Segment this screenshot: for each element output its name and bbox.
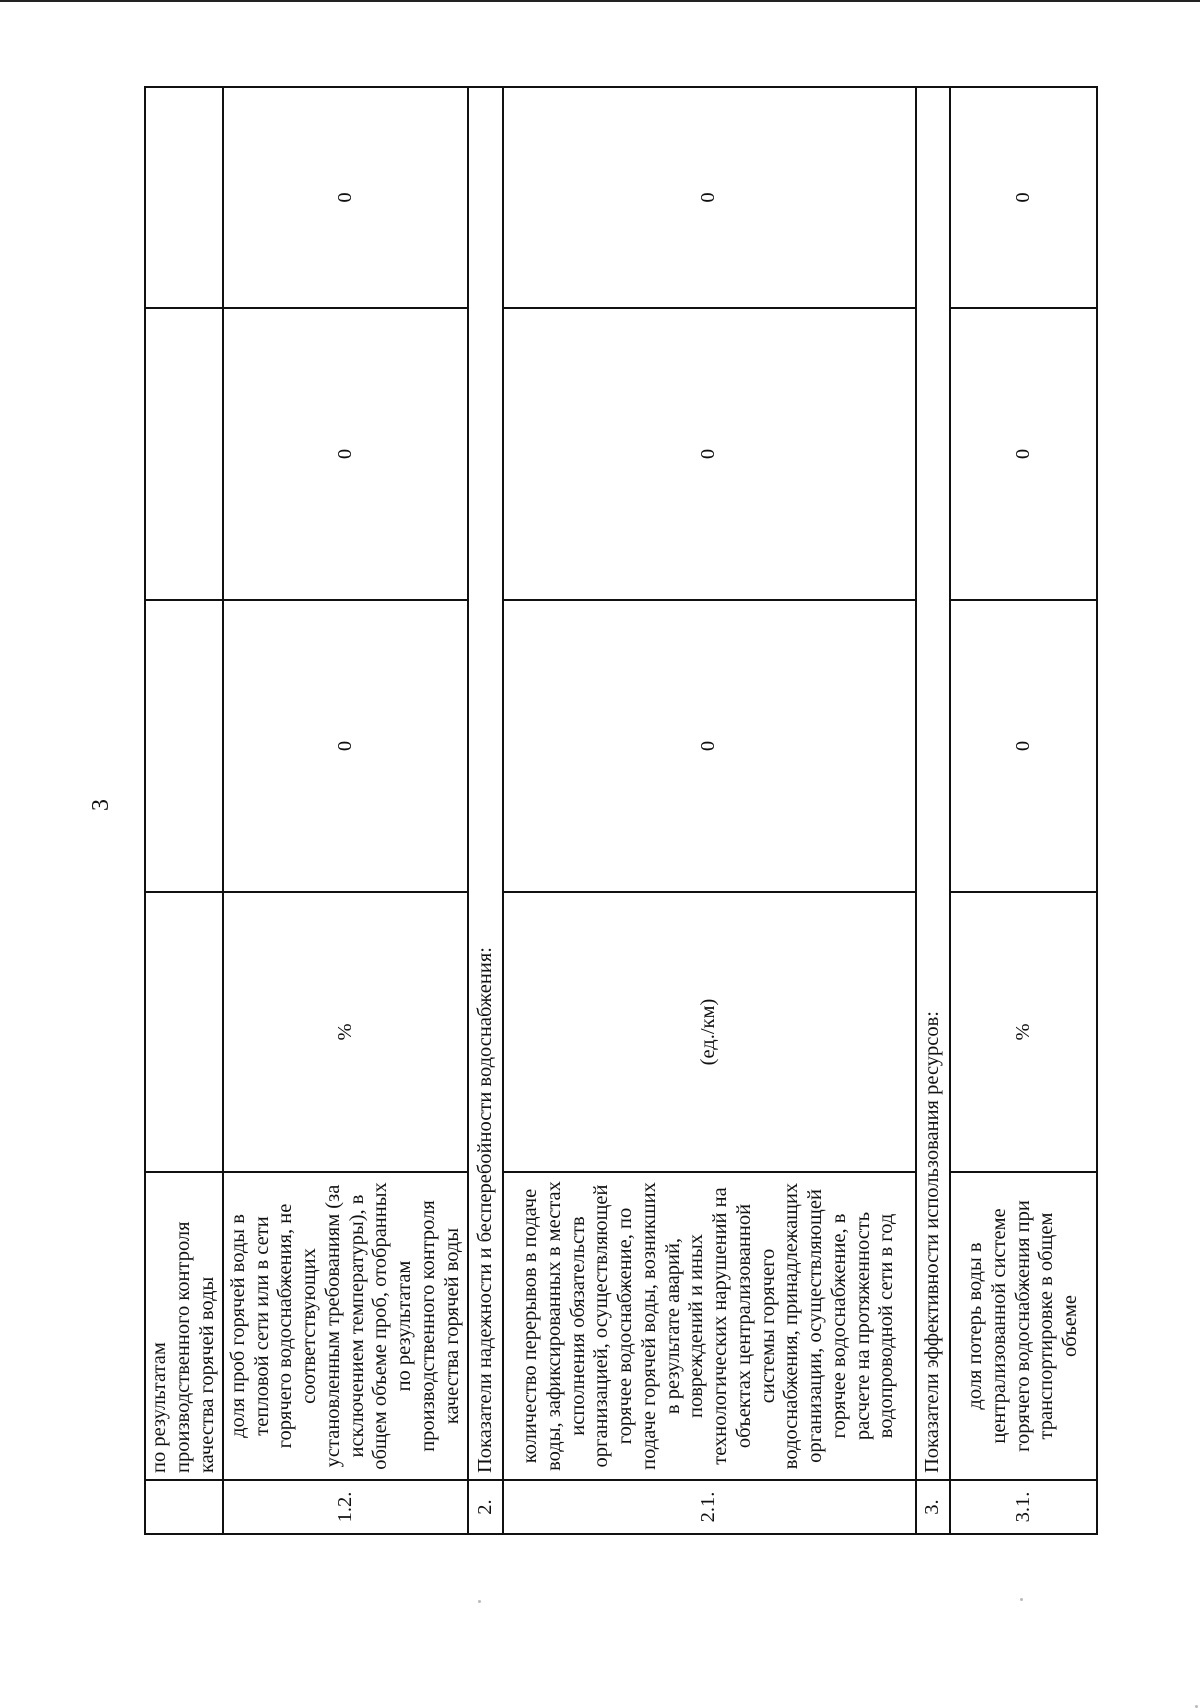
scan-speck: [1020, 1598, 1023, 1601]
indicator-table: [144, 86, 1098, 1535]
table-row: [950, 87, 1097, 1534]
section-title-cell: Показатели надежности и бесперебойности водоснабжения:: [468, 87, 502, 1480]
description-cell: доля проб горячей воды в тепловой сети или в сети горячего водоснабжения, не соответствующих установленным требованиям (за исключением температуры), в общем объеме проб, отобранных по результатам производственного контроля качества горячей воды: [223, 1172, 468, 1480]
row-number-cell: 2.1.: [503, 1480, 916, 1534]
scan-speck: [478, 1600, 481, 1603]
value-cell: 0: [950, 87, 1097, 308]
value-cell: [145, 600, 223, 892]
unit-cell: [145, 892, 223, 1172]
indicator-table-rotated: [144, 88, 1098, 1535]
top-border-line: [0, 0, 1200, 2]
description-cell: доля потерь воды в централизованной системе горячего водоснабжения при транспортировке в общем объеме: [950, 1172, 1097, 1480]
value-cell: 0: [950, 600, 1097, 892]
description-cell: по результатам производственного контроля качества горячей воды: [145, 1172, 223, 1480]
value-cell: 0: [503, 600, 916, 892]
table-row: [145, 87, 223, 1534]
value-cell: [145, 308, 223, 600]
value-cell: 0: [503, 87, 916, 308]
section-title-cell: Показатели эффективности использования ресурсов:: [916, 87, 950, 1480]
row-number-cell: 1.2.: [223, 1480, 468, 1534]
unit-cell: (ед./км): [503, 892, 916, 1172]
unit-cell: %: [950, 892, 1097, 1172]
row-number-cell: [145, 1480, 223, 1534]
table-row: [223, 87, 468, 1534]
description-cell: количество перерывов в подаче воды, зафиксированных в местах исполнения обязательств организацией, осуществляющей горячее водоснабжение, по подаче горячей воды, возникших в результате аварий, повреждений и иных технологических нарушений на объектах централизованной системы горячего водоснабжения, принадлежащих организации, осуществляющей горячее водоснабжение, в расчете на протяженность водопроводной сети в год: [503, 1172, 916, 1480]
value-cell: 0: [950, 308, 1097, 600]
table-row: [503, 87, 916, 1534]
section-number-cell: 2.: [468, 1480, 502, 1534]
row-number-cell: 3.1.: [950, 1480, 1097, 1534]
unit-cell: %: [223, 892, 468, 1172]
section-number-cell: 3.: [916, 1480, 950, 1534]
value-cell: 0: [503, 308, 916, 600]
value-cell: 0: [223, 308, 468, 600]
section-row: [468, 87, 502, 1534]
value-cell: [145, 87, 223, 308]
value-cell: 0: [223, 600, 468, 892]
value-cell: 0: [223, 87, 468, 308]
page-number: 3: [88, 799, 114, 811]
section-row: [916, 87, 950, 1534]
